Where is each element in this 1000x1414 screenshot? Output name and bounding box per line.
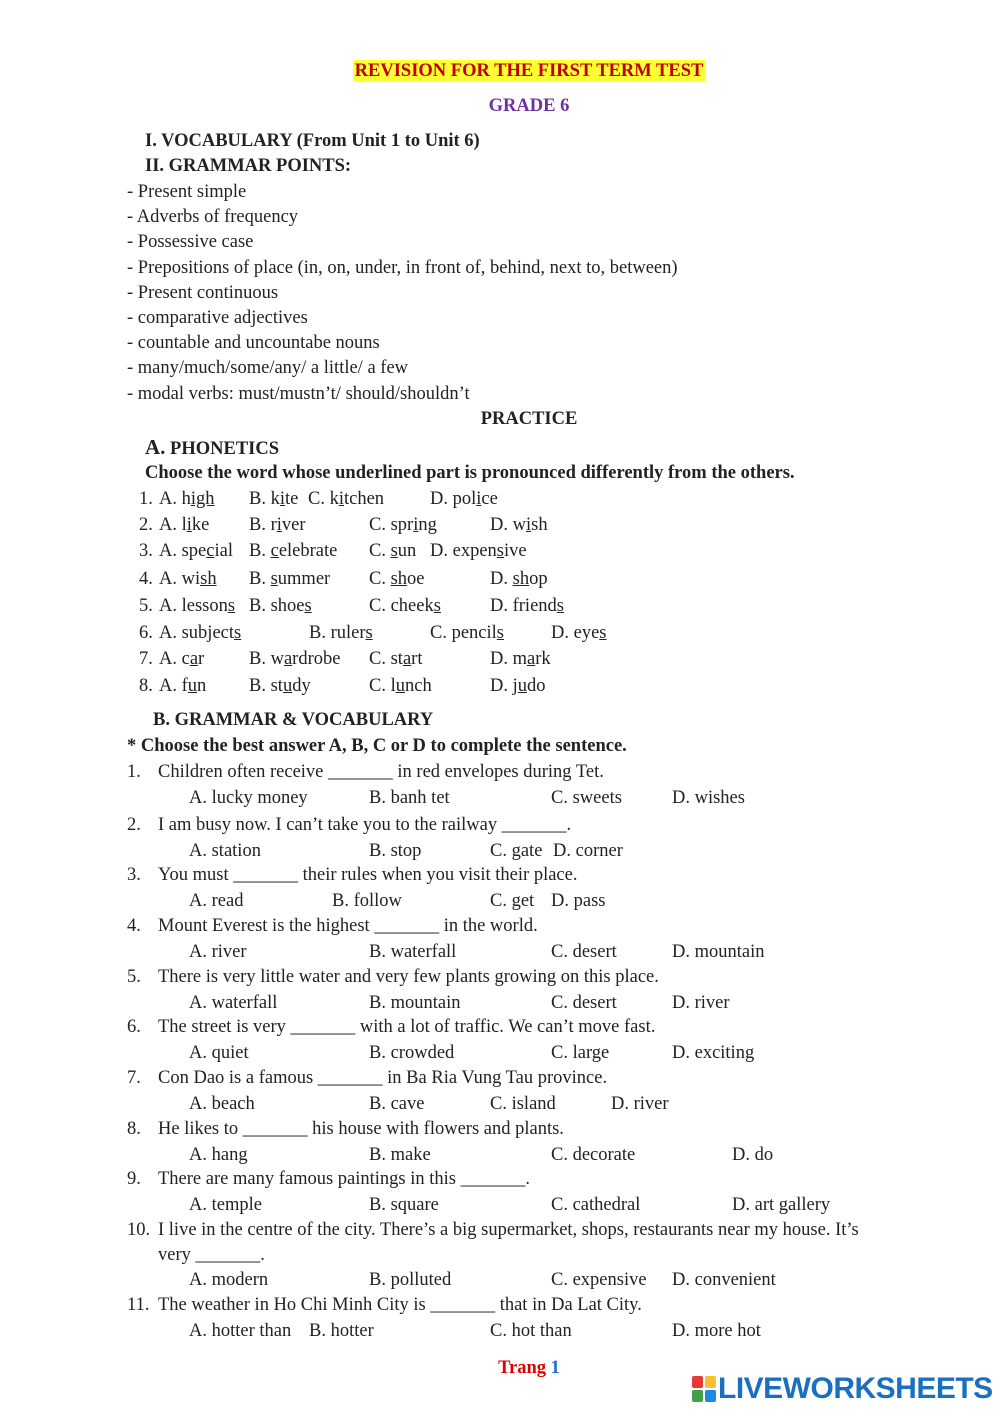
phonetics-option[interactable]: [249, 568, 330, 590]
option-text: C. k: [308, 489, 339, 509]
option-text: un: [397, 541, 417, 561]
option-text: r: [198, 649, 205, 669]
phonetics-option[interactable]: [159, 595, 235, 617]
phonetics-item-number: 8.: [139, 676, 153, 696]
underlined-part: u: [395, 676, 405, 696]
underlined-part: s: [433, 596, 441, 616]
option-text: A. wi: [159, 569, 201, 589]
underlined-part: sh: [200, 569, 217, 589]
phonetics-option[interactable]: [159, 675, 206, 697]
logo-mark-icon: [692, 1376, 716, 1402]
phonetics-item-number: 2.: [139, 515, 153, 535]
page-footer: Trang 1: [498, 1358, 560, 1378]
option-text: A. c: [159, 649, 190, 669]
phonetics-option[interactable]: [249, 514, 306, 536]
option-text: nch: [404, 676, 432, 696]
answer-option[interactable]: C. cathedral: [551, 1194, 641, 1215]
option-text: do: [527, 676, 546, 696]
option-text: ver: [281, 515, 306, 535]
grammar-instruction: * Choose the best answer A, B, C or D to complete the sentence.: [127, 736, 627, 756]
answer-option[interactable]: C. decorate: [551, 1144, 636, 1165]
option-text: ng: [418, 515, 437, 535]
phonetics-option[interactable]: [490, 648, 551, 670]
option-text: n: [197, 676, 207, 696]
underlined-part: i: [413, 515, 419, 535]
section-grammar-points: II. GRAMMAR POINTS:: [145, 156, 352, 176]
option-text: oe: [407, 569, 425, 589]
phonetics-option[interactable]: [159, 648, 204, 670]
question-text-continued: very _______.: [158, 1245, 265, 1265]
answer-option[interactable]: B. make: [369, 1144, 431, 1165]
option-text: D. pol: [430, 489, 477, 509]
underlined-part: s: [556, 596, 564, 616]
underlined-part: i: [186, 515, 192, 535]
answer-option[interactable]: A. quiet: [189, 1042, 249, 1063]
underlined-part: s: [599, 623, 607, 643]
option-text: B. w: [249, 649, 284, 669]
answer-option[interactable]: C. get: [490, 890, 535, 911]
question-text: I am busy now. I can’t take you to the railway _______.: [158, 815, 572, 835]
answer-option[interactable]: C. desert: [551, 992, 617, 1013]
grammar-section-title: B. GRAMMAR & VOCABULARY: [153, 710, 434, 730]
answer-option[interactable]: D. pass: [551, 890, 606, 911]
underlined-part: sh: [512, 569, 530, 589]
phonetics-option[interactable]: [369, 675, 432, 697]
underlined-part: i: [276, 515, 282, 535]
answer-option[interactable]: B. banh tet: [369, 787, 450, 808]
underlined-part: s: [234, 623, 242, 643]
phonetics-option[interactable]: [369, 540, 416, 562]
question-number: 8.: [127, 1119, 141, 1139]
phonetics-option[interactable]: [369, 595, 441, 617]
underlined-part: s: [365, 623, 373, 643]
phonetics-item-number: 3.: [139, 541, 153, 561]
grammar-point-item: - many/much/some/any/ a little/ a few: [127, 358, 409, 379]
answer-option[interactable]: A. read: [189, 890, 244, 911]
underlined-part: s: [227, 596, 236, 616]
answer-option[interactable]: D. art gallery: [732, 1194, 831, 1215]
question-number: 10.: [127, 1220, 151, 1240]
phonetics-item-number: 5.: [139, 596, 153, 616]
answer-option[interactable]: A. hang: [189, 1144, 248, 1165]
option-text: B. st: [249, 676, 283, 696]
question-text: The street is very _______ with a lot of traffic. We can’t move fast.: [158, 1017, 656, 1037]
phonetics-option[interactable]: [369, 648, 422, 670]
option-text: B. ruler: [309, 623, 366, 643]
answer-option[interactable]: A. river: [189, 941, 247, 962]
answer-option[interactable]: C. gate: [490, 840, 543, 861]
option-text: B.: [249, 541, 271, 561]
option-text: C.: [369, 541, 391, 561]
phonetics-item-number: 1.: [139, 489, 153, 509]
option-text: D. expen: [430, 541, 497, 561]
phonetics-item-number: 4.: [139, 569, 153, 589]
question-number: 6.: [127, 1017, 141, 1037]
option-text: ive: [504, 541, 527, 561]
answer-option[interactable]: D. exciting: [672, 1042, 755, 1063]
answer-option[interactable]: B. waterfall: [369, 941, 457, 962]
option-text: D. eye: [551, 623, 600, 643]
answer-option[interactable]: D. more hot: [672, 1320, 761, 1341]
answer-option[interactable]: A. waterfall: [189, 992, 278, 1013]
question-number: 11.: [127, 1295, 150, 1315]
answer-option[interactable]: D. do: [732, 1144, 774, 1165]
option-text: C.: [369, 569, 391, 589]
option-text: A. l: [159, 515, 187, 535]
grammar-point-item: - Prepositions of place (in, on, under, in front of, behind, next to, between): [127, 257, 678, 278]
option-text: tchen: [343, 489, 385, 509]
phonetics-option[interactable]: [430, 540, 527, 562]
answer-option[interactable]: B. polluted: [369, 1270, 452, 1290]
underlined-part: a: [283, 649, 293, 669]
section-vocabulary: I. VOCABULARY (From Unit 1 to Unit 6): [145, 131, 480, 151]
question-text: Mount Everest is the highest _______ in the world.: [158, 916, 538, 936]
option-text: A. lesson: [159, 596, 228, 616]
grammar-point-item: - countable and uncountabe nouns: [127, 333, 380, 354]
answer-option[interactable]: B. follow: [332, 890, 402, 911]
phonetics-option[interactable]: [249, 488, 298, 510]
answer-option[interactable]: A. station: [189, 840, 261, 861]
question-number: 5.: [127, 967, 141, 987]
underlined-part: i: [279, 489, 285, 509]
answer-option[interactable]: D. river: [611, 1093, 669, 1114]
question-text: Children often receive _______ in red envelopes during Tet.: [158, 762, 604, 782]
answer-option[interactable]: A. temple: [189, 1194, 262, 1215]
answer-option[interactable]: B. square: [369, 1194, 439, 1215]
answer-option[interactable]: C. sweets: [551, 787, 622, 808]
question-number: 2.: [127, 815, 141, 835]
option-text: C. cheek: [369, 596, 434, 616]
option-text: D. m: [490, 649, 527, 669]
phonetics-option[interactable]: [490, 675, 546, 697]
phonetics-option[interactable]: [249, 675, 311, 697]
grammar-point-item: - comparative adjectives: [127, 308, 308, 328]
answer-option[interactable]: D. wishes: [672, 787, 745, 808]
option-text: C. spr: [369, 515, 414, 535]
option-text: ummer: [277, 569, 331, 589]
answer-option[interactable]: B. mountain: [369, 992, 461, 1013]
underlined-part: igh: [190, 489, 215, 509]
practice-heading: PRACTICE: [480, 409, 578, 429]
option-text: B.: [249, 569, 271, 589]
phonetics-item-number: 6.: [139, 623, 153, 643]
answer-option[interactable]: A. lucky money: [189, 787, 308, 808]
question-text: There is very little water and very few plants growing on this place.: [158, 967, 659, 987]
answer-option[interactable]: B. crowded: [369, 1042, 455, 1063]
phonetics-option[interactable]: [551, 622, 607, 644]
question-text: Con Dao is a famous _______ in Ba Ria Vung Tau province.: [158, 1068, 608, 1088]
phonetics-option[interactable]: [159, 488, 215, 510]
underlined-part: a: [402, 649, 412, 669]
underlined-part: s: [270, 569, 278, 589]
underlined-part: sh: [390, 569, 408, 589]
option-text: op: [529, 569, 548, 589]
answer-option[interactable]: C. island: [490, 1093, 556, 1114]
underlined-part: u: [282, 676, 293, 696]
phonetics-option[interactable]: [369, 568, 425, 590]
phonetics-option[interactable]: [249, 648, 340, 670]
phonetics-option[interactable]: [490, 514, 548, 536]
answer-option[interactable]: D. convenient: [672, 1270, 776, 1290]
answer-option[interactable]: C. desert: [551, 941, 617, 962]
underlined-part: c: [206, 541, 215, 561]
question-number: 9.: [127, 1169, 141, 1189]
option-text: A. f: [159, 676, 188, 696]
underlined-part: i: [525, 515, 532, 535]
phonetics-item-number: 7.: [139, 649, 153, 669]
answer-option[interactable]: B. stop: [369, 840, 422, 861]
question-number: 7.: [127, 1068, 141, 1088]
option-text: A. h: [159, 489, 191, 509]
answer-option[interactable]: D. river: [672, 992, 730, 1013]
question-text: You must _______ their rules when you visit their place.: [158, 865, 578, 885]
underlined-part: c: [270, 541, 279, 561]
phonetics-option[interactable]: [159, 514, 209, 536]
phonetics-instruction: Choose the word whose underlined part is pronounced differently from the others.: [145, 463, 795, 483]
option-text: ial: [214, 541, 233, 561]
option-text: te: [284, 489, 299, 509]
underlined-part: s: [496, 541, 504, 561]
phonetics-option[interactable]: [159, 540, 233, 562]
page-title: REVISION FOR THE FIRST TERM TEST: [354, 61, 704, 81]
answer-option[interactable]: D. mountain: [672, 941, 765, 962]
phonetics-option[interactable]: [490, 595, 564, 617]
underlined-part: u: [187, 676, 198, 696]
option-text: D. w: [490, 515, 526, 535]
underlined-part: a: [189, 649, 199, 669]
underlined-part: i: [476, 489, 482, 509]
answer-option[interactable]: A. modern: [189, 1270, 269, 1290]
option-text: C. st: [369, 649, 403, 669]
answer-option[interactable]: C. large: [551, 1042, 610, 1063]
phonetics-option[interactable]: [249, 540, 337, 562]
answer-option[interactable]: C. expensive: [551, 1270, 647, 1290]
grade-label: GRADE 6: [488, 96, 570, 116]
grammar-point-item: - Adverbs of frequency: [127, 207, 299, 228]
phonetics-option[interactable]: [490, 568, 548, 590]
option-text: A. subject: [159, 623, 235, 643]
phonetics-option[interactable]: [309, 622, 373, 644]
option-text: C. l: [369, 676, 396, 696]
answer-option[interactable]: B. hotter: [309, 1320, 374, 1341]
question-number: 4.: [127, 916, 141, 936]
underlined-part: s: [304, 596, 312, 616]
option-text: A. spe: [159, 541, 207, 561]
phonetics-option[interactable]: [430, 622, 504, 644]
question-text: I live in the centre of the city. There’s a big supermarket, shops, restaurants near my house. It’s: [158, 1220, 859, 1240]
grammar-point-item: - Present simple: [127, 182, 247, 202]
option-text: rk: [535, 649, 551, 669]
option-text: rdrobe: [292, 649, 341, 669]
option-text: rt: [411, 649, 423, 669]
underlined-part: s: [496, 623, 504, 643]
phonetics-heading: A. PHONETICS: [145, 435, 280, 459]
option-text: D.: [490, 569, 513, 589]
question-number: 3.: [127, 865, 141, 885]
option-text: C. pencil: [430, 623, 497, 643]
answer-option[interactable]: B. cave: [369, 1093, 425, 1114]
answer-option[interactable]: D. corner: [553, 840, 623, 861]
option-text: D. friend: [490, 596, 557, 616]
phonetics-option[interactable]: [430, 488, 498, 510]
option-text: dy: [292, 676, 311, 696]
option-text: B. k: [249, 489, 280, 509]
question-number: 1.: [127, 762, 141, 782]
question-text: There are many famous paintings in this _______.: [158, 1169, 530, 1189]
underlined-part: a: [527, 649, 536, 669]
phonetics-option[interactable]: [159, 568, 217, 590]
answer-option[interactable]: A. beach: [189, 1093, 255, 1114]
phonetics-option[interactable]: [159, 622, 241, 644]
option-text: B. shoe: [249, 596, 305, 616]
phonetics-option[interactable]: [308, 488, 384, 510]
grammar-point-item: - Present continuous: [127, 282, 279, 303]
answer-option[interactable]: A. hotter than: [189, 1320, 292, 1341]
phonetics-option[interactable]: [249, 595, 312, 617]
option-text: D. j: [490, 676, 518, 696]
option-text: elebrate: [278, 541, 338, 561]
question-text: The weather in Ho Chi Minh City is _______ that in Da Lat City.: [158, 1295, 642, 1315]
underlined-part: i: [338, 489, 344, 509]
option-text: ke: [191, 515, 210, 535]
phonetics-option[interactable]: [369, 514, 437, 536]
grammar-point-item: - modal verbs: must/mustn’t/ should/shouldn’t: [127, 383, 470, 404]
liveworksheets-logo: LIVEWORKSHEETS: [692, 1372, 993, 1406]
option-text: ce: [481, 489, 498, 509]
grammar-point-item: - Possessive case: [127, 232, 254, 253]
answer-option[interactable]: C. hot than: [490, 1320, 572, 1341]
question-text: He likes to _______ his house with flowers and plants.: [158, 1119, 564, 1139]
option-text: sh: [531, 515, 548, 535]
option-text: B. r: [249, 515, 277, 535]
underlined-part: u: [517, 676, 527, 696]
underlined-part: s: [390, 541, 398, 561]
